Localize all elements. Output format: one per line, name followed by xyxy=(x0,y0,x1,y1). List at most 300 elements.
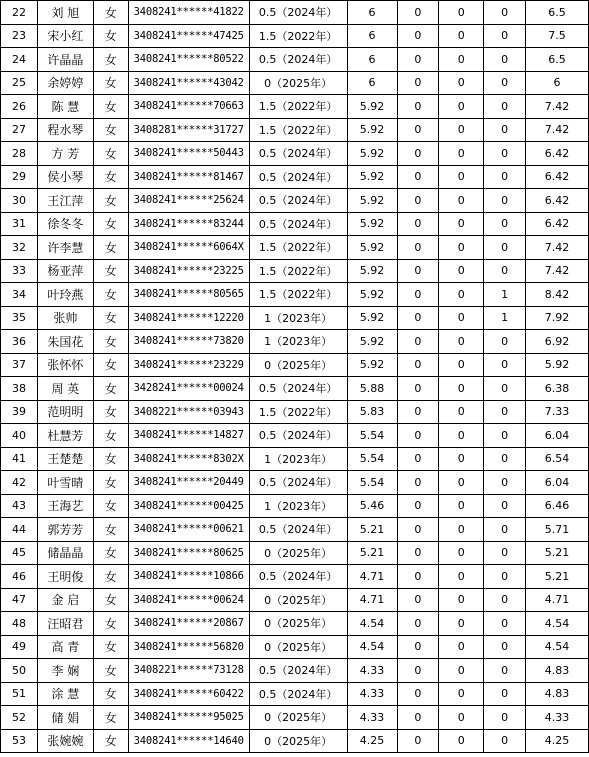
total-score-cell: 8.42 xyxy=(526,283,589,307)
gender-cell: 女 xyxy=(93,494,128,518)
person-name-cell: 周 英 xyxy=(37,377,93,401)
score-2-cell: 0 xyxy=(397,1,439,25)
total-score-cell: 6.5 xyxy=(526,1,589,25)
person-name-cell: 杜慧芳 xyxy=(37,424,93,448)
score-4-cell: 0 xyxy=(484,659,526,683)
gender-cell: 女 xyxy=(93,189,128,213)
score-3-cell: 0 xyxy=(439,1,484,25)
score-3-cell: 0 xyxy=(439,189,484,213)
total-score-cell: 6.5 xyxy=(526,48,589,72)
person-name-cell: 李 娴 xyxy=(37,659,93,683)
table-row xyxy=(1,71,589,95)
service-years-cell: 0（2025年） xyxy=(249,729,347,753)
score-1-cell: 6 xyxy=(347,24,397,48)
score-4-cell: 0 xyxy=(484,494,526,518)
gender-cell: 女 xyxy=(93,588,128,612)
score-1-cell: 4.33 xyxy=(347,659,397,683)
row-number-cell: 28 xyxy=(1,142,38,166)
score-4-cell: 0 xyxy=(484,71,526,95)
gender-cell: 女 xyxy=(93,706,128,730)
service-years-cell: 0（2025年） xyxy=(249,353,347,377)
table-row xyxy=(1,447,589,471)
id-number-cell: 3408221******73128 xyxy=(128,659,249,683)
score-1-cell: 5.92 xyxy=(347,95,397,119)
score-1-cell: 5.54 xyxy=(347,447,397,471)
table-row xyxy=(1,259,589,283)
score-4-cell: 0 xyxy=(484,1,526,25)
gender-cell: 女 xyxy=(93,48,128,72)
score-2-cell: 0 xyxy=(397,518,439,542)
id-number-cell: 3408241******00621 xyxy=(128,518,249,542)
person-name-cell: 方 芳 xyxy=(37,142,93,166)
person-name-cell: 张怀怀 xyxy=(37,353,93,377)
person-name-cell: 张婉婉 xyxy=(37,729,93,753)
score-1-cell: 5.92 xyxy=(347,165,397,189)
service-years-cell: 0（2025年） xyxy=(249,612,347,636)
score-1-cell: 5.92 xyxy=(347,306,397,330)
service-years-cell: 0（2025年） xyxy=(249,706,347,730)
service-years-cell: 1（2023年） xyxy=(249,306,347,330)
row-number-cell: 45 xyxy=(1,541,38,565)
row-number-cell: 49 xyxy=(1,635,38,659)
id-number-cell: 3408241******56820 xyxy=(128,635,249,659)
score-3-cell: 0 xyxy=(439,706,484,730)
service-years-cell: 0（2025年） xyxy=(249,71,347,95)
total-score-cell: 5.21 xyxy=(526,565,589,589)
score-3-cell: 0 xyxy=(439,24,484,48)
row-number-cell: 48 xyxy=(1,612,38,636)
total-score-cell: 7.92 xyxy=(526,306,589,330)
total-score-cell: 7.42 xyxy=(526,95,589,119)
score-4-cell: 0 xyxy=(484,189,526,213)
id-number-cell: 3408241******80565 xyxy=(128,283,249,307)
row-number-cell: 23 xyxy=(1,24,38,48)
score-2-cell: 0 xyxy=(397,142,439,166)
score-1-cell: 5.88 xyxy=(347,377,397,401)
score-1-cell: 5.92 xyxy=(347,212,397,236)
gender-cell: 女 xyxy=(93,118,128,142)
person-name-cell: 宋小红 xyxy=(37,24,93,48)
person-name-cell: 刘 旭 xyxy=(37,1,93,25)
id-number-cell: 3408241******83244 xyxy=(128,212,249,236)
id-number-cell: 3408241******47425 xyxy=(128,24,249,48)
score-1-cell: 5.21 xyxy=(347,518,397,542)
score-1-cell: 5.92 xyxy=(347,236,397,260)
id-number-cell: 3408241******6064X xyxy=(128,236,249,260)
score-4-cell: 0 xyxy=(484,165,526,189)
person-name-cell: 余婷婷 xyxy=(37,71,93,95)
score-3-cell: 0 xyxy=(439,236,484,260)
table-row xyxy=(1,1,589,25)
score-3-cell: 0 xyxy=(439,71,484,95)
row-number-cell: 51 xyxy=(1,682,38,706)
score-3-cell: 0 xyxy=(439,118,484,142)
service-years-cell: 1.5（2022年） xyxy=(249,400,347,424)
person-name-cell: 王海艺 xyxy=(37,494,93,518)
service-years-cell: 1.5（2022年） xyxy=(249,24,347,48)
score-4-cell: 0 xyxy=(484,236,526,260)
score-3-cell: 0 xyxy=(439,635,484,659)
table-row xyxy=(1,236,589,260)
person-name-cell: 王明俊 xyxy=(37,565,93,589)
service-years-cell: 0.5（2024年） xyxy=(249,424,347,448)
service-years-cell: 0.5（2024年） xyxy=(249,518,347,542)
person-name-cell: 储 娟 xyxy=(37,706,93,730)
service-years-cell: 0.5（2024年） xyxy=(249,377,347,401)
service-years-cell: 0.5（2024年） xyxy=(249,189,347,213)
id-number-cell: 3408241******00425 xyxy=(128,494,249,518)
row-number-cell: 42 xyxy=(1,471,38,495)
person-name-cell: 张帅 xyxy=(37,306,93,330)
service-years-cell: 1.5（2022年） xyxy=(249,259,347,283)
score-2-cell: 0 xyxy=(397,118,439,142)
score-3-cell: 0 xyxy=(439,424,484,448)
gender-cell: 女 xyxy=(93,682,128,706)
table-row xyxy=(1,353,589,377)
table-row xyxy=(1,306,589,330)
total-score-cell: 7.33 xyxy=(526,400,589,424)
id-number-cell: 3408241******10866 xyxy=(128,565,249,589)
score-1-cell: 4.71 xyxy=(347,588,397,612)
score-1-cell: 5.92 xyxy=(347,353,397,377)
total-score-cell: 7.42 xyxy=(526,118,589,142)
score-3-cell: 0 xyxy=(439,729,484,753)
gender-cell: 女 xyxy=(93,24,128,48)
table-row xyxy=(1,471,589,495)
row-number-cell: 22 xyxy=(1,1,38,25)
score-3-cell: 0 xyxy=(439,212,484,236)
score-1-cell: 5.92 xyxy=(347,189,397,213)
id-number-cell: 3408241******00624 xyxy=(128,588,249,612)
id-number-cell: 3408281******31727 xyxy=(128,118,249,142)
table-row xyxy=(1,24,589,48)
gender-cell: 女 xyxy=(93,447,128,471)
total-score-cell: 6.38 xyxy=(526,377,589,401)
id-number-cell: 3408241******14827 xyxy=(128,424,249,448)
person-name-cell: 郭芳芳 xyxy=(37,518,93,542)
score-2-cell: 0 xyxy=(397,471,439,495)
row-number-cell: 38 xyxy=(1,377,38,401)
score-3-cell: 0 xyxy=(439,48,484,72)
gender-cell: 女 xyxy=(93,377,128,401)
score-4-cell: 0 xyxy=(484,682,526,706)
table-row xyxy=(1,682,589,706)
service-years-cell: 0（2025年） xyxy=(249,588,347,612)
person-name-cell: 王江萍 xyxy=(37,189,93,213)
gender-cell: 女 xyxy=(93,95,128,119)
score-3-cell: 0 xyxy=(439,471,484,495)
score-1-cell: 5.92 xyxy=(347,283,397,307)
score-2-cell: 0 xyxy=(397,729,439,753)
score-2-cell: 0 xyxy=(397,212,439,236)
score-3-cell: 0 xyxy=(439,306,484,330)
total-score-cell: 6.46 xyxy=(526,494,589,518)
row-number-cell: 27 xyxy=(1,118,38,142)
total-score-cell: 4.33 xyxy=(526,706,589,730)
table-row xyxy=(1,212,589,236)
person-name-cell: 涂 慧 xyxy=(37,682,93,706)
score-3-cell: 0 xyxy=(439,447,484,471)
id-number-cell: 3408241******20449 xyxy=(128,471,249,495)
score-2-cell: 0 xyxy=(397,283,439,307)
row-number-cell: 29 xyxy=(1,165,38,189)
total-score-cell: 6.04 xyxy=(526,471,589,495)
table-row xyxy=(1,635,589,659)
id-number-cell: 3408241******70663 xyxy=(128,95,249,119)
score-1-cell: 5.21 xyxy=(347,541,397,565)
score-4-cell: 0 xyxy=(484,471,526,495)
service-years-cell: 1.5（2022年） xyxy=(249,283,347,307)
score-4-cell: 0 xyxy=(484,518,526,542)
score-1-cell: 5.46 xyxy=(347,494,397,518)
id-number-cell: 3408221******03943 xyxy=(128,400,249,424)
service-years-cell: 1（2023年） xyxy=(249,494,347,518)
gender-cell: 女 xyxy=(93,424,128,448)
person-name-cell: 朱国花 xyxy=(37,330,93,354)
service-years-cell: 0（2025年） xyxy=(249,635,347,659)
score-4-cell: 0 xyxy=(484,447,526,471)
person-name-cell: 王楚楚 xyxy=(37,447,93,471)
score-1-cell: 6 xyxy=(347,71,397,95)
service-years-cell: 0.5（2024年） xyxy=(249,565,347,589)
table-row xyxy=(1,48,589,72)
table-row xyxy=(1,424,589,448)
total-score-cell: 4.54 xyxy=(526,635,589,659)
score-2-cell: 0 xyxy=(397,659,439,683)
score-2-cell: 0 xyxy=(397,377,439,401)
row-number-cell: 43 xyxy=(1,494,38,518)
score-4-cell: 0 xyxy=(484,330,526,354)
score-4-cell: 0 xyxy=(484,612,526,636)
score-3-cell: 0 xyxy=(439,518,484,542)
score-2-cell: 0 xyxy=(397,706,439,730)
id-number-cell: 3408241******81467 xyxy=(128,165,249,189)
score-4-cell: 1 xyxy=(484,283,526,307)
score-1-cell: 5.92 xyxy=(347,330,397,354)
person-name-cell: 杨亚萍 xyxy=(37,259,93,283)
gender-cell: 女 xyxy=(93,1,128,25)
score-2-cell: 0 xyxy=(397,588,439,612)
total-score-cell: 6.42 xyxy=(526,189,589,213)
score-4-cell: 0 xyxy=(484,142,526,166)
total-score-cell: 4.83 xyxy=(526,659,589,683)
score-4-cell: 0 xyxy=(484,400,526,424)
row-number-cell: 34 xyxy=(1,283,38,307)
gender-cell: 女 xyxy=(93,142,128,166)
row-number-cell: 24 xyxy=(1,48,38,72)
row-number-cell: 47 xyxy=(1,588,38,612)
score-4-cell: 0 xyxy=(484,729,526,753)
table-row xyxy=(1,377,589,401)
score-3-cell: 0 xyxy=(439,588,484,612)
person-name-cell: 徐冬冬 xyxy=(37,212,93,236)
table-row xyxy=(1,612,589,636)
row-number-cell: 53 xyxy=(1,729,38,753)
score-1-cell: 5.54 xyxy=(347,424,397,448)
id-number-cell: 3408241******25624 xyxy=(128,189,249,213)
person-name-cell: 范明明 xyxy=(37,400,93,424)
row-number-cell: 36 xyxy=(1,330,38,354)
score-2-cell: 0 xyxy=(397,189,439,213)
service-years-cell: 0（2025年） xyxy=(249,541,347,565)
person-name-cell: 高 青 xyxy=(37,635,93,659)
row-number-cell: 37 xyxy=(1,353,38,377)
score-2-cell: 0 xyxy=(397,306,439,330)
row-number-cell: 41 xyxy=(1,447,38,471)
id-number-cell: 3408241******80522 xyxy=(128,48,249,72)
row-number-cell: 46 xyxy=(1,565,38,589)
service-years-cell: 1（2023年） xyxy=(249,447,347,471)
person-name-cell: 许晶晶 xyxy=(37,48,93,72)
score-2-cell: 0 xyxy=(397,682,439,706)
score-2-cell: 0 xyxy=(397,494,439,518)
score-3-cell: 0 xyxy=(439,353,484,377)
table-row xyxy=(1,588,589,612)
score-1-cell: 4.54 xyxy=(347,612,397,636)
score-4-cell: 0 xyxy=(484,377,526,401)
gender-cell: 女 xyxy=(93,729,128,753)
score-1-cell: 6 xyxy=(347,1,397,25)
score-1-cell: 5.92 xyxy=(347,142,397,166)
score-2-cell: 0 xyxy=(397,24,439,48)
score-4-cell: 0 xyxy=(484,706,526,730)
score-4-cell: 0 xyxy=(484,565,526,589)
score-2-cell: 0 xyxy=(397,330,439,354)
total-score-cell: 6.42 xyxy=(526,142,589,166)
total-score-cell: 7.42 xyxy=(526,259,589,283)
row-number-cell: 39 xyxy=(1,400,38,424)
row-number-cell: 32 xyxy=(1,236,38,260)
row-number-cell: 30 xyxy=(1,189,38,213)
row-number-cell: 33 xyxy=(1,259,38,283)
service-years-cell: 0.5（2024年） xyxy=(249,48,347,72)
service-years-cell: 1.5（2022年） xyxy=(249,236,347,260)
row-number-cell: 44 xyxy=(1,518,38,542)
score-4-cell: 1 xyxy=(484,306,526,330)
total-score-cell: 7.5 xyxy=(526,24,589,48)
total-score-cell: 7.42 xyxy=(526,236,589,260)
person-name-cell: 叶雪晴 xyxy=(37,471,93,495)
gender-cell: 女 xyxy=(93,612,128,636)
id-number-cell: 3408241******14640 xyxy=(128,729,249,753)
row-number-cell: 31 xyxy=(1,212,38,236)
person-name-cell: 储晶晶 xyxy=(37,541,93,565)
score-1-cell: 5.92 xyxy=(347,259,397,283)
score-1-cell: 6 xyxy=(347,48,397,72)
table-row xyxy=(1,706,589,730)
total-score-cell: 6 xyxy=(526,71,589,95)
id-number-cell: 3408241******60422 xyxy=(128,682,249,706)
id-number-cell: 3428241******00024 xyxy=(128,377,249,401)
table-row xyxy=(1,95,589,119)
total-score-cell: 6.04 xyxy=(526,424,589,448)
score-2-cell: 0 xyxy=(397,236,439,260)
id-number-cell: 3408241******80625 xyxy=(128,541,249,565)
score-4-cell: 0 xyxy=(484,95,526,119)
gender-cell: 女 xyxy=(93,659,128,683)
total-score-cell: 6.54 xyxy=(526,447,589,471)
score-4-cell: 0 xyxy=(484,24,526,48)
score-2-cell: 0 xyxy=(397,48,439,72)
id-number-cell: 3408241******43042 xyxy=(128,71,249,95)
score-1-cell: 4.54 xyxy=(347,635,397,659)
score-4-cell: 0 xyxy=(484,212,526,236)
service-years-cell: 0.5（2024年） xyxy=(249,659,347,683)
row-number-cell: 25 xyxy=(1,71,38,95)
service-years-cell: 1.5（2022年） xyxy=(249,95,347,119)
score-3-cell: 0 xyxy=(439,541,484,565)
total-score-cell: 5.21 xyxy=(526,541,589,565)
service-years-cell: 0.5（2024年） xyxy=(249,1,347,25)
service-years-cell: 0.5（2024年） xyxy=(249,471,347,495)
total-score-cell: 6.42 xyxy=(526,165,589,189)
service-years-cell: 0.5（2024年） xyxy=(249,682,347,706)
table-row xyxy=(1,494,589,518)
score-4-cell: 0 xyxy=(484,259,526,283)
gender-cell: 女 xyxy=(93,71,128,95)
id-number-cell: 3408241******20867 xyxy=(128,612,249,636)
score-3-cell: 0 xyxy=(439,565,484,589)
service-years-cell: 0.5（2024年） xyxy=(249,142,347,166)
score-1-cell: 5.54 xyxy=(347,471,397,495)
service-years-cell: 0.5（2024年） xyxy=(249,212,347,236)
table-row xyxy=(1,565,589,589)
score-2-cell: 0 xyxy=(397,612,439,636)
id-number-cell: 3408241******95025 xyxy=(128,706,249,730)
table-row xyxy=(1,729,589,753)
gender-cell: 女 xyxy=(93,541,128,565)
gender-cell: 女 xyxy=(93,471,128,495)
id-number-cell: 3408241******41822 xyxy=(128,1,249,25)
score-2-cell: 0 xyxy=(397,447,439,471)
gender-cell: 女 xyxy=(93,400,128,424)
score-3-cell: 0 xyxy=(439,95,484,119)
score-1-cell: 5.92 xyxy=(347,118,397,142)
total-score-cell: 5.71 xyxy=(526,518,589,542)
score-1-cell: 4.25 xyxy=(347,729,397,753)
score-2-cell: 0 xyxy=(397,541,439,565)
score-4-cell: 0 xyxy=(484,635,526,659)
gender-cell: 女 xyxy=(93,306,128,330)
table-row xyxy=(1,283,589,307)
score-3-cell: 0 xyxy=(439,612,484,636)
score-4-cell: 0 xyxy=(484,353,526,377)
id-number-cell: 3408241******23229 xyxy=(128,353,249,377)
service-years-cell: 1（2023年） xyxy=(249,330,347,354)
total-score-cell: 4.71 xyxy=(526,588,589,612)
id-number-cell: 3408241******12220 xyxy=(128,306,249,330)
score-2-cell: 0 xyxy=(397,565,439,589)
service-years-cell: 1.5（2022年） xyxy=(249,118,347,142)
row-number-cell: 52 xyxy=(1,706,38,730)
total-score-cell: 4.25 xyxy=(526,729,589,753)
row-number-cell: 40 xyxy=(1,424,38,448)
score-4-cell: 0 xyxy=(484,48,526,72)
score-3-cell: 0 xyxy=(439,400,484,424)
table-row xyxy=(1,400,589,424)
total-score-cell: 4.54 xyxy=(526,612,589,636)
person-name-cell: 汪昭君 xyxy=(37,612,93,636)
service-years-cell: 0.5（2024年） xyxy=(249,165,347,189)
total-score-cell: 6.42 xyxy=(526,212,589,236)
score-2-cell: 0 xyxy=(397,353,439,377)
score-3-cell: 0 xyxy=(439,142,484,166)
score-2-cell: 0 xyxy=(397,424,439,448)
table-row xyxy=(1,142,589,166)
id-number-cell: 3408241******23225 xyxy=(128,259,249,283)
gender-cell: 女 xyxy=(93,353,128,377)
score-3-cell: 0 xyxy=(439,377,484,401)
